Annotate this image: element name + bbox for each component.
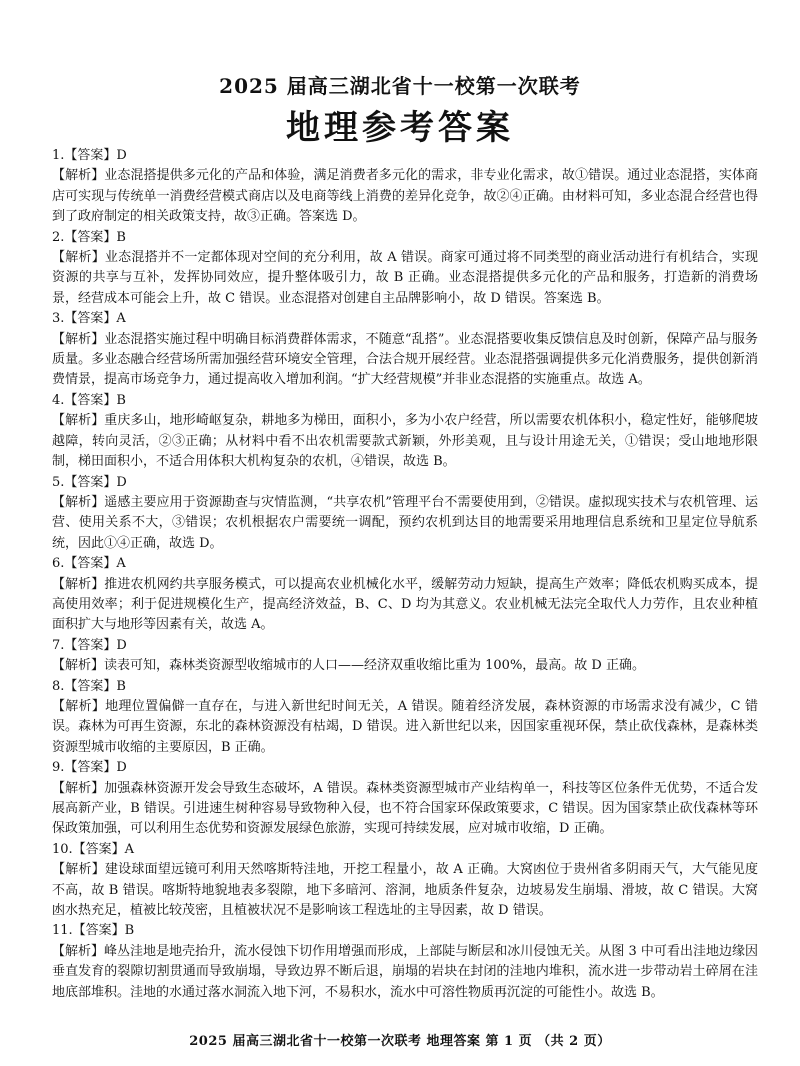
- explanation-text: 【解析】峰丛洼地是地壳抬升，流水侵蚀下切作用增强而形成，上部陡与断层和冰川侵蚀无关。从图 3 中可看出洼地边缘因垂直发育的裂隙切割贯通而导致崩塌，导致边界不断后退，崩塌的岩块在封闭的洼地内堆积，流水进一步带动岩土碎屑在洼地底部堆积。洼地的水通过落水洞流入地下河，不易积水，流水中可溶性物质再沉淀的可能性小。故选 B。: [52, 943, 758, 1000]
- question-item: [52, 309, 758, 391]
- explanation-text: 【解析】业态混搭实施过程中明确目标消费群体需求，不随意“乱搭”。业态混搭要收集反馈信息及时创新，保障产品与服务质量。多业态融合经营场所需加强经营环境安全管理，合法合规开展经营。业态混搭强调提供多元化消费服务，提供创新消费情景，提高市场竞争力，通过提高收入增加利润。“扩大经营规模”并非业态混搭的实施重点。故选 A。: [52, 331, 758, 388]
- answer-line: 3.【答案】A: [52, 311, 126, 327]
- question-item: [52, 921, 758, 1003]
- answer-line: 10.【答案】A: [52, 841, 135, 857]
- question-item: [52, 228, 758, 310]
- answer-line: 7.【答案】D: [52, 637, 127, 653]
- explanation-text: 【解析】推进农机网约共享服务模式，可以提高农业机械化水平，缓解劳动力短缺，提高生产效率；降低农机购买成本，提高使用效率；利于促进规模化生产，提高经济效益，B、C、D 均为其意义。农业机械无法完全取代人力劳作，且农业种植面积扩大与地形等因素有关，故选 A。: [52, 576, 758, 633]
- question-item: [52, 636, 758, 677]
- question-item: [52, 391, 758, 473]
- answer-line: 4.【答案】B: [52, 392, 126, 408]
- answer-line: 2.【答案】B: [52, 229, 126, 245]
- explanation-text: 【解析】读表可知，森林类资源型收缩城市的人口——经济双重收缩比重为 100%，最高。故 D 正确。: [52, 658, 645, 674]
- question-item: [52, 146, 758, 228]
- answer-line: 6.【答案】A: [52, 556, 126, 572]
- page-title: 地理参考答案: [286, 108, 514, 148]
- explanation-text: 【解析】重庆多山，地形崎岖复杂，耕地多为梯田，面积小，多为小农户经营，所以需要农机体积小，稳定性好，能够爬坡越障，转向灵活，②③正确；从材料中看不出农机需要款式新颖，外形美观，且与设计用途无关，①错误；受山地地形限制，梯田面积小，不适合用体积大机构复杂的农机，④错误，故选 B。: [52, 413, 758, 470]
- explanation-text: 【解析】业态混搭并不一定都体现对空间的充分利用，故 A 错误。商家可通过将不同类型的商业活动进行有机结合，实现资源的共享与互补，发挥协同效应，提升整体吸引力，故 B 正确。业态混搭提供多元化的产品和服务，打造新的消费场景，经营成本可能会上升，故 C 错误。业态混搭对创建自主品牌影响小，故 D 错误。答案选 B。: [52, 250, 758, 306]
- exam-title: 2025 届高三湖北省十一校第一次联考: [219, 74, 581, 98]
- question-item: [52, 758, 758, 840]
- question-item: [52, 840, 758, 922]
- question-item: [52, 473, 758, 555]
- explanation-text: 【解析】加强森林资源开发会导致生态破坏，A 错误。森林类资源型城市产业结构单一，科技等区位条件无优势，不适合发展高新产业，B 错误。引进速生树种容易导致物种入侵，也不符合国家环保政策要求，C 错误。因为国家禁止砍伐森林等环保政策加强，可以利用生态优势和资源发展绿色旅游，实现可持续发展，应对城市收缩，D 正确。: [52, 780, 758, 837]
- explanation-text: 【解析】业态混搭提供多元化的产品和体验，满足消费者多元化的需求，非专业化需求，故①错误。通过业态混搭，实体商店可实现与传统单一消费经营模式商店以及电商等线上消费的差异化竞争，故②④正确。由材料可知，多业态混合经营也得到了政府制定的相关政策支持，故③正确。答案选 D。: [52, 168, 758, 225]
- answer-list: [52, 146, 758, 1003]
- answer-line: 9.【答案】D: [52, 760, 127, 776]
- answer-line: 8.【答案】B: [52, 678, 126, 694]
- explanation-text: 【解析】建设球面望远镜可利用天然喀斯特洼地，开挖工程量小，故 A 正确。大窝凼位于贵州省多阴雨天气，大气能见度不高，故 B 错误。喀斯特地貌地表多裂隙，地下多暗河、溶洞，地质条件复杂，边坡易发生崩塌、滑坡，故 C 错误。大窝凼水热充足，植被比较茂密，且植被状况不是影响该工程选址的主导因素，故 D 错误。: [52, 862, 758, 919]
- page-footer: 2025 届高三湖北省十一校第一次联考 地理答案 第 1 页 （共 2 页）: [189, 1034, 611, 1049]
- question-item: [52, 554, 758, 636]
- answer-line: 11.【答案】B: [52, 923, 135, 939]
- answer-line: 1.【答案】D: [52, 148, 127, 163]
- explanation-text: 【解析】遥感主要应用于资源勘查与灾情监测，“共享农机”管理平台不需要使用到，②错误。虚拟现实技术与农机管理、运营、使用关系不大，③错误；农机根据农户需要统一调配，预约农机到达目的地需要采用地理信息系统和卫星定位导航系统，因此①④正确，故选 D。: [52, 494, 758, 551]
- answer-line: 5.【答案】D: [52, 474, 127, 490]
- question-item: [52, 677, 758, 759]
- explanation-text: 【解析】地理位置偏僻一直存在，与进入新世纪时间无关，A 错误。随着经济发展，森林资源的市场需求没有减少，C 错误。森林为可再生资源，东北的森林资源没有枯竭，D 错误。进入新世纪以来，因国家重视环保，禁止砍伐森林，是森林类资源型城市收缩的主要原因，B 正确。: [52, 698, 758, 755]
